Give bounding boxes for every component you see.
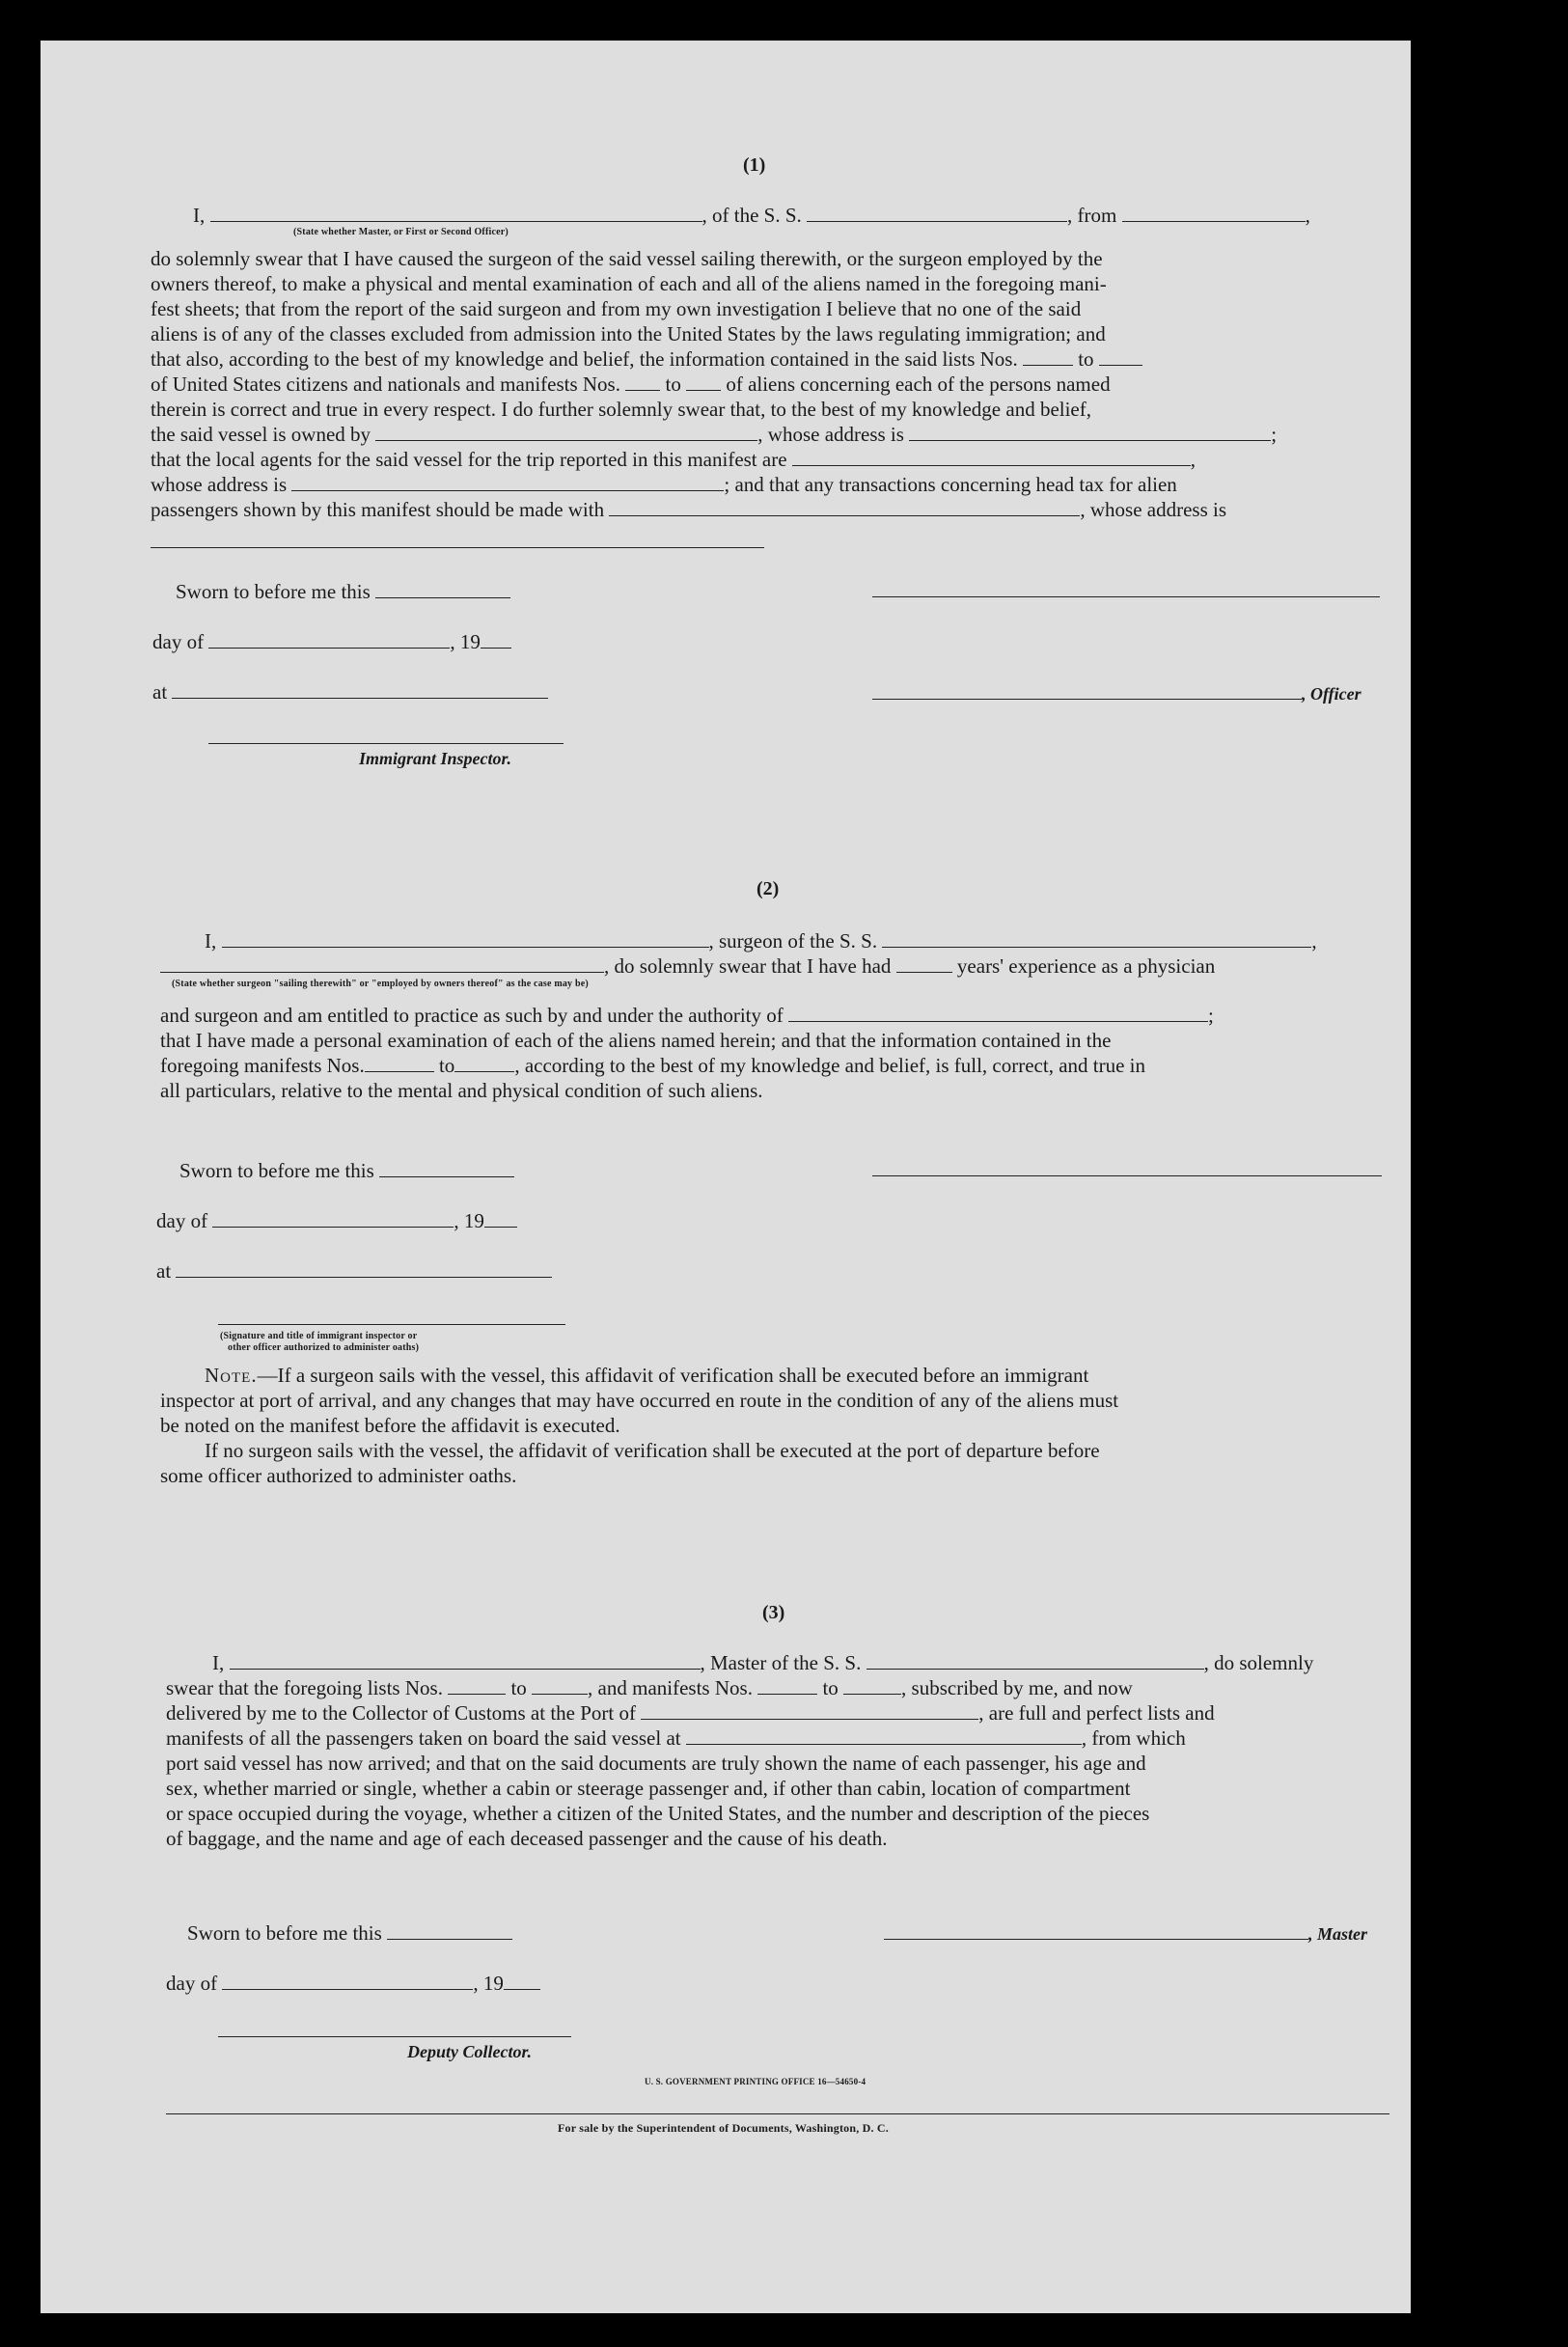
section-1-body-4: aliens is of any of the classes excluded from admission into the United States by the laws regulating immigration; and [151,322,1106,345]
lists-to-field[interactable] [1099,347,1142,366]
note-line-4: If no surgeon sails with the vessel, the affidavit of verification shall be executed at the port of departure before [205,1439,1100,1462]
note-line-2: inspector at port of arrival, and any changes that may have occurred en route in the condition of any of the aliens must [160,1389,1119,1412]
officer-name-field[interactable] [210,204,702,222]
section-3-line-2: swear that the foregoing lists Nos. to , and manifests Nos. to , subscribed by me, and now [166,1676,1133,1699]
section-1-body-7: therein is correct and true in every respect. I do further solemnly swear that, to the best of my knowledge and belief, [151,398,1091,421]
surgeon-day-of-field[interactable] [212,1209,454,1228]
punch-hole [1429,2195,1470,2236]
authority-field[interactable] [788,1004,1208,1022]
section-3-sworn: Sworn to before me this [187,1920,512,1946]
head-tax-party-field[interactable] [609,498,1080,516]
section-1-body-5: that also, according to the best of my knowledge and belief, the information contained in the said lists Nos. to [151,346,1142,372]
section-1-body-2: owners thereof, to make a physical and mental examination of each and all of the aliens named in the foregoing mani- [151,272,1107,295]
section-2-body-5: foregoing manifests Nos. to , according to the best of my knowledge and belief, is full, correct, and true in [160,1054,1146,1077]
section-1-at: at [152,679,548,704]
printing-office-imprint: U. S. GOVERNMENT PRINTING OFFICE 16—54650-4 [645,2077,867,2086]
officer-signature-line[interactable] [872,596,1380,597]
section-1-body-8: the said vessel is owned by , whose address is ; [151,423,1278,446]
master-sworn-date-field[interactable] [387,1921,512,1940]
punch-hole [1429,784,1470,824]
surgeon-manifests-from-field[interactable] [365,1054,434,1072]
section-2-line-1: I, , surgeon of the S. S. , [205,929,1317,953]
master-name-field[interactable] [230,1651,701,1670]
master-manifests-from-field[interactable] [757,1676,817,1695]
section-1-body-11: passengers shown by this manifest should be made with , whose address is [151,498,1227,521]
punch-hole [1429,244,1470,285]
deputy-collector-signature-line[interactable] [218,2036,571,2037]
section-2-at: at [156,1258,552,1284]
inspector-signature-line[interactable] [208,743,564,744]
master-year-field[interactable] [504,1972,540,1990]
surgeon-manifests-to-field[interactable] [454,1054,514,1072]
for-sale-notice: For sale by the Superintendent of Documents, Washington, D. C. [558,2121,889,2135]
surgeon-sworn-date-field[interactable] [379,1159,514,1177]
port-of-customs-field[interactable] [641,1701,978,1720]
vessel-name-field[interactable] [807,204,1067,222]
surgeon-signature-line[interactable] [872,1175,1382,1176]
years-experience-field[interactable] [896,954,952,973]
section-1-body-9: that the local agents for the said vessel for the trip reported in this manifest are , [151,448,1197,471]
day-of-field[interactable] [208,630,450,649]
manifests-to-field[interactable] [686,373,721,391]
sworn-date-field[interactable] [375,580,510,598]
section-2-day-of: day of , 19 [156,1208,517,1233]
punch-hole [1429,1678,1470,1719]
signature-caption-1: (Signature and title of immigrant inspector or [220,1331,418,1341]
note-line-1: Note.—If a surgeon sails with the vessel, this affidavit of verification shall be executed before an immigrant [205,1364,1089,1387]
surgeon-at-field[interactable] [176,1259,552,1278]
section-3-body-4: of baggage, and the name and age of each deceased passenger and the cause of his death. [166,1827,888,1850]
agents-address-field[interactable] [291,473,724,491]
officer-title-field[interactable] [872,681,1302,700]
master-line: , Master [884,1920,1367,1947]
section-3-line-1: I, , Master of the S. S. , do solemnly [212,1651,1314,1674]
section-3-day-of: day of , 19 [166,1971,540,1996]
from-port-field[interactable] [1122,204,1306,222]
master-day-of-field[interactable] [222,1972,473,1990]
section-2-line-2: , do solemnly swear that I have had years' experience as a physician [160,953,1215,979]
head-tax-address-field[interactable] [151,547,764,548]
deputy-collector-label: Deputy Collector. [407,2042,532,2061]
punch-hole [1429,111,1470,152]
surgeon-vessel-field[interactable] [882,929,1311,948]
master-vessel-field[interactable] [867,1651,1204,1670]
punch-hole [1429,2071,1470,2112]
embarkation-port-field[interactable] [686,1726,1082,1745]
punch-hole [1440,543,1480,584]
owner-address-field[interactable] [909,423,1271,441]
manifest-verification-form [41,41,1411,2313]
section-3-body-3: or space occupied during the voyage, whether a citizen of the United States, and the number and description of the pieces [166,1802,1150,1825]
signature-caption-2: other officer authorized to administer oaths) [228,1342,420,1353]
local-agents-field[interactable] [792,448,1191,466]
section-2-body-6: all particulars, relative to the mental and physical condition of such aliens. [160,1079,763,1102]
section-1-sworn: Sworn to before me this [176,579,510,604]
at-field[interactable] [172,680,548,699]
punch-hole [1455,1758,1496,1799]
section-3-line-3: delivered by me to the Collector of Customs at the Port of , are full and perfect lists and [166,1701,1215,1725]
master-signature-field[interactable] [884,1921,1308,1940]
punch-hole [1429,1539,1470,1580]
section-3-number: (3) [762,1602,785,1623]
surgeon-year-field[interactable] [484,1209,517,1228]
lists-from-field[interactable] [1023,347,1073,366]
section-3-line-4: manifests of all the passengers taken on board the said vessel at , from which [166,1726,1186,1750]
punch-hole [1429,646,1470,686]
section-1-body-10: whose address is ; and that any transactions concerning head tax for alien [151,473,1177,496]
surgeon-name-field[interactable] [222,929,709,948]
section-1-day-of: day of , 19 [152,629,511,654]
footer-rule [166,2113,1389,2114]
note-line-3: be noted on the manifest before the affidavit is executed. [160,1414,620,1437]
section-2-body-4: that I have made a personal examination of each of the aliens named herein; and that the information contained in the [160,1029,1112,1052]
section-1-number: (1) [743,154,766,176]
manifests-from-field[interactable] [625,373,660,391]
section-1-body-1: do solemnly swear that I have caused the surgeon of the said vessel sailing therewith, or the surgeon employed by the [151,247,1103,270]
immigrant-inspector-label: Immigrant Inspector. [359,749,512,768]
owner-field[interactable] [375,423,757,441]
officer-caption: (State whether Master, or First or Second Officer) [293,227,509,237]
section-1-body-3: fest sheets; that from the report of the said surgeon and from my own investigation I believe that no one of the said [151,297,1082,320]
surgeon-caption: (State whether surgeon "sailing therewith" or "employed by owners thereof" as the case may be) [172,979,589,989]
officer-line: , Officer [872,680,1362,706]
master-lists-to-field[interactable] [532,1676,588,1695]
section-1-body-6: of United States citizens and nationals and manifests Nos. to of aliens concerning each of the persons named [151,373,1111,396]
section-1-line-1: I, , of the S. S. , from , [193,204,1310,227]
section-2-sworn: Sworn to before me this [179,1158,514,1183]
section-3-body-1: port said vessel has now arrived; and that on the said documents are truly shown the name of each passenger, his age and [166,1752,1146,1775]
authorized-officer-signature-line[interactable] [218,1324,565,1325]
year-field[interactable] [481,630,511,649]
section-3-body-2: sex, whether married or single, whether a cabin or steerage passenger and, if other than cabin, location of compartment [166,1777,1131,1800]
section-2-number: (2) [756,878,780,899]
section-2-body-3: and surgeon and am entitled to practice as such by and under the authority of ; [160,1004,1214,1027]
master-lists-from-field[interactable] [448,1676,506,1695]
master-manifests-to-field[interactable] [843,1676,901,1695]
note-line-5: some officer authorized to administer oaths. [160,1464,517,1487]
surgeon-status-field[interactable] [160,954,604,973]
